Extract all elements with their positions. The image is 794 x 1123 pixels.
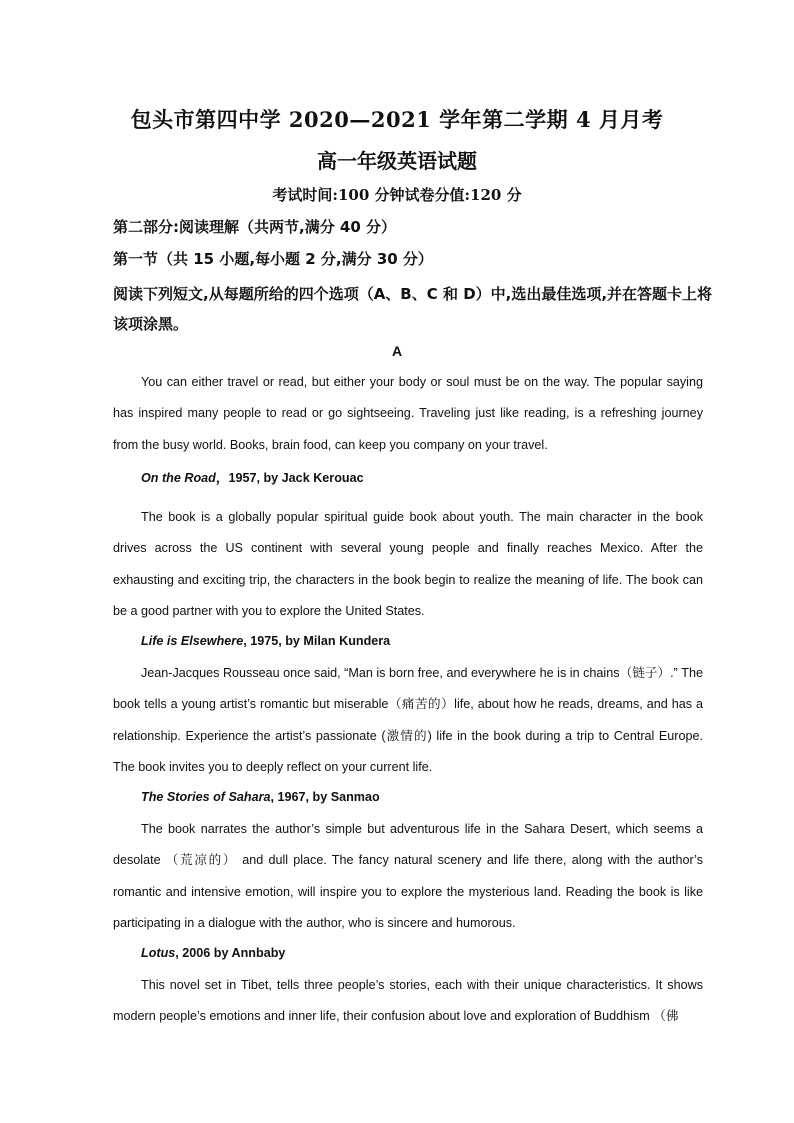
part-heading: 第二部分:阅读理解（共两节,满分 40 分） [113, 218, 397, 236]
book-description: The book narrates the author’s simple but adventurous life in the Sahara Desert, which seems a desolate （荒凉的） and dull place. The fancy natural scenery and life there, along with the author’s romantic and intensive emotion, will inspire you to explore the mysterious land. Reading the book is like participating in a dialogue with the author, who is sincere and humorous. [113, 822, 703, 930]
book-title: On the Road [141, 471, 216, 485]
book-meta: , 1967, by Sanmao [270, 790, 380, 804]
book-heading [141, 634, 390, 648]
book-description: This novel set in Tibet, tells three people’s stories, each with their unique characteristics. It shows modern people’s emotions and inner life, their confusion about love and exploration of Buddhism （佛 [113, 978, 703, 1024]
book-description: The book is a globally popular spiritual guide book about youth. The main character in the book drives across the US continent with several young people and finally reaches Mexico. After the exhausting and exciting trip, the characters in the book begin to realize the meaning of life. The book can be a good partner with you to explore the United States. [113, 510, 703, 618]
book-title: Life is Elsewhere [141, 634, 244, 648]
book-heading [141, 946, 285, 960]
exam-subtitle: 高一年级英语试题 [317, 149, 477, 173]
book-meta: , 2006 by Annbaby [175, 946, 286, 960]
book-meta: ，1957, by Jack Kerouac [215, 471, 364, 485]
passage-intro: You can either travel or read, but either your body or soul must be on the way. The popular saying has inspired many people to read or go sightseeing. Traveling just like reading, is a refreshing journey from the busy world. Books, brain food, can keep you company on your travel. [113, 375, 703, 452]
book-title: Lotus [141, 946, 176, 960]
book-description: Jean-Jacques Rousseau once said, “Man is born free, and everywhere he is in chains（链子）.” The book tells a young artist’s romantic but miserable（痛苦的）life, about how he reads, dreams, and has a relationship. Experience the artist’s passionate (激情的) life in the book during a trip to Central Europe. The book invites you to deeply reflect on your current life. [113, 666, 703, 774]
book-heading [141, 467, 364, 486]
exam-title: 包头市第四中学 2020—2021 学年第二学期 4 月月考 [130, 107, 664, 132]
book-title: The Stories of Sahara [141, 790, 271, 804]
exam-info: 考试时间:100 分钟试卷分值:120 分 [272, 186, 522, 204]
book-heading [141, 790, 380, 804]
book-meta: , 1975, by Milan Kundera [243, 634, 391, 648]
passage-label: A [391, 343, 403, 359]
subsection-heading: 第一节（共 15 小题,每小题 2 分,满分 30 分） [113, 250, 433, 268]
reading-instruction: 阅读下列短文,从每题所给的四个选项（A、B、C 和 D）中,选出最佳选项,并在答题卡上将该项涂黑。 [113, 285, 713, 333]
